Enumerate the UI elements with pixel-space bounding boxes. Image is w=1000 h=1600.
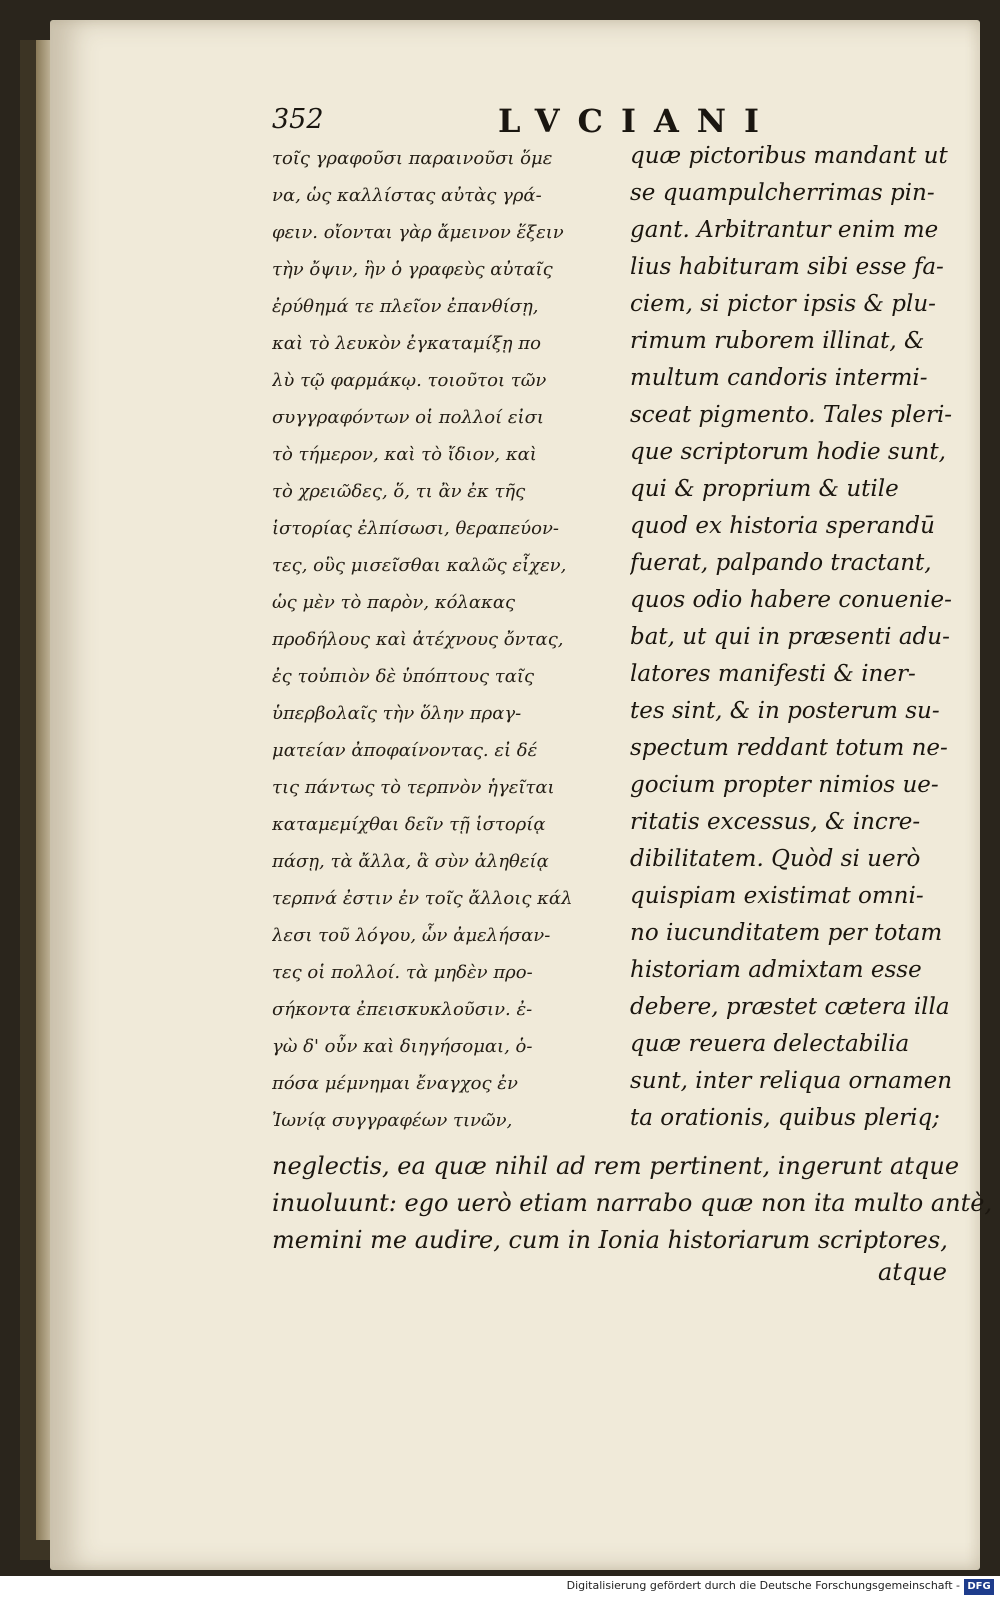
latin-text-line: historiam admixtam esse [630, 957, 922, 983]
latin-text-column [630, 138, 955, 1137]
greek-text-line: καταμεμίχθαι δεῖν τῇ ἱστορίᾳ [272, 814, 546, 835]
greek-text-line: Ἰωνίᾳ συγγραφέων τινῶν, [272, 1110, 513, 1131]
latin-text-line: que scriptorum hodie sunt, [630, 439, 946, 465]
latin-text-line: tes sint, & in posterum su- [630, 698, 940, 724]
latin-text-line: quæ pictoribus mandant ut [630, 143, 948, 169]
latin-text-line: gocium propter nimios ue- [630, 772, 939, 798]
greek-text-line: πόσα μέμνημαι ἔναγχος ἐν [272, 1073, 518, 1094]
greek-text-line: τες, οὓς μισεῖσθαι καλῶς εἶχεν, [272, 555, 567, 576]
latin-text-line: bat, ut qui in præsenti adu- [630, 624, 950, 650]
greek-text-line: σήκοντα ἐπεισκυκλοῦσιν. ἐ- [272, 999, 533, 1020]
full-width-text-line: inuoluunt: ego uerò etiam narrabo quæ non ita multo antè, [272, 1189, 993, 1217]
latin-text-line: ritatis excessus, & incre- [630, 809, 921, 835]
greek-text-line: τοῖς γραφοῦσι παραινοῦσι ὅμε [272, 148, 553, 169]
latin-text-line: quos odio habere conuenie- [630, 587, 952, 613]
greek-text-line: τες οἱ πολλοί. τὰ μηδὲν προ- [272, 962, 533, 983]
running-title: LVCIANI [498, 102, 778, 140]
greek-text-line: προδήλους καὶ ἀτέχνους ὄντας, [272, 629, 564, 650]
footer-bar [0, 1576, 1000, 1600]
latin-text-line: rimum ruborem illinat, & [630, 328, 925, 354]
latin-text-line: spectum reddant totum ne- [630, 735, 948, 761]
latin-text-line: gant. Arbitrantur enim me [630, 217, 939, 243]
dfg-logo: DFG [964, 1579, 994, 1595]
greek-text-line: τὸ χρειῶδες, ὅ, τι ἂν ἐκ τῆς [272, 481, 526, 502]
latin-text-line: qui & proprium & utile [630, 476, 899, 502]
latin-text-line: fuerat, palpando tractant, [630, 550, 932, 576]
funding-credit: Digitalisierung gefördert durch die Deutsche Forschungsgemeinschaft - [566, 1579, 960, 1592]
latin-text-line: latores manifesti & iner- [630, 661, 916, 687]
latin-text-line: quod ex historia sperandū [630, 513, 935, 539]
greek-text-line: συγγραφόντων οἱ πολλοί εἰσι [272, 407, 544, 428]
greek-text-line: ἱστορίας ἐλπίσωσι, θεραπεύον- [272, 518, 559, 539]
greek-text-column [272, 140, 617, 1139]
latin-text-line: lius habituram sibi esse fa- [630, 254, 944, 280]
folio-number: 352 [272, 104, 324, 135]
latin-text-line: ciem, si pictor ipsis & plu- [630, 291, 936, 317]
greek-text-line: να, ὡς καλλίστας αὐτὰς γρά- [272, 185, 542, 206]
full-width-text-line: memini me audire, cum in Ionia historiarum scriptores, [272, 1226, 948, 1254]
latin-text-line: multum candoris intermi- [630, 365, 928, 391]
greek-text-line: τις πάντως τὸ τερπνὸν ἡγεῖται [272, 777, 555, 798]
greek-text-line: φειν. οἴονται γὰρ ἄμεινον ἕξειν [272, 222, 564, 243]
full-width-latin-text [272, 1148, 993, 1259]
greek-text-line: ἐρύθημά τε πλεῖον ἐπανθίσῃ, [272, 296, 539, 317]
latin-text-line: ta orationis, quibus pleriq; [630, 1105, 940, 1131]
latin-text-line: debere, præstet cætera illa [630, 994, 950, 1020]
greek-text-line: γὼ δ' οὖν καὶ διηγήσομαι, ὁ- [272, 1036, 533, 1057]
greek-text-line: ματείαν ἀποφαίνοντας. εἰ δέ [272, 740, 538, 761]
catchword: atque [878, 1258, 947, 1286]
latin-text-line: quæ reuera delectabilia [630, 1031, 910, 1057]
latin-text-line: dibilitatem. Quòd si uerò [630, 846, 921, 872]
greek-text-line: λὺ τῷ φαρμάκῳ. τοιοῦτοι τῶν [272, 370, 547, 391]
greek-text-line: τὸ τήμερον, καὶ τὸ ἴδιον, καὶ [272, 444, 537, 465]
greek-text-line: ὡς μὲν τὸ παρὸν, κόλακας [272, 592, 516, 613]
greek-text-line: πάσῃ, τὰ ἄλλα, ἃ σὺν ἀληθείᾳ [272, 851, 549, 872]
greek-text-line: ἐς τοὐπιὸν δὲ ὑπόπτους ταῖς [272, 666, 535, 687]
full-width-text-line: neglectis, ea quæ nihil ad rem pertinent, ingerunt atque [272, 1152, 960, 1180]
greek-text-line: τερπνά ἐστιν ἐν τοῖς ἄλλοις κάλ [272, 888, 573, 909]
greek-text-line: λεσι τοῦ λόγου, ὧν ἀμελήσαν- [272, 925, 551, 946]
greek-text-line: καὶ τὸ λευκὸν ἐγκαταμίξῃ πο [272, 333, 541, 354]
latin-text-line: sceat pigmento. Tales pleri- [630, 402, 953, 428]
latin-text-line: se quampulcherrimas pin- [630, 180, 935, 206]
latin-text-line: no iucunditatem per totam [630, 920, 943, 946]
latin-text-line: quispiam existimat omni- [630, 883, 924, 909]
latin-text-line: sunt, inter reliqua ornamen [630, 1068, 953, 1094]
greek-text-line: ὑπερβολαῖς τὴν ὅλην πραγ- [272, 703, 522, 724]
greek-text-line: τὴν ὄψιν, ἣν ὁ γραφεὺς αὐταῖς [272, 259, 553, 280]
